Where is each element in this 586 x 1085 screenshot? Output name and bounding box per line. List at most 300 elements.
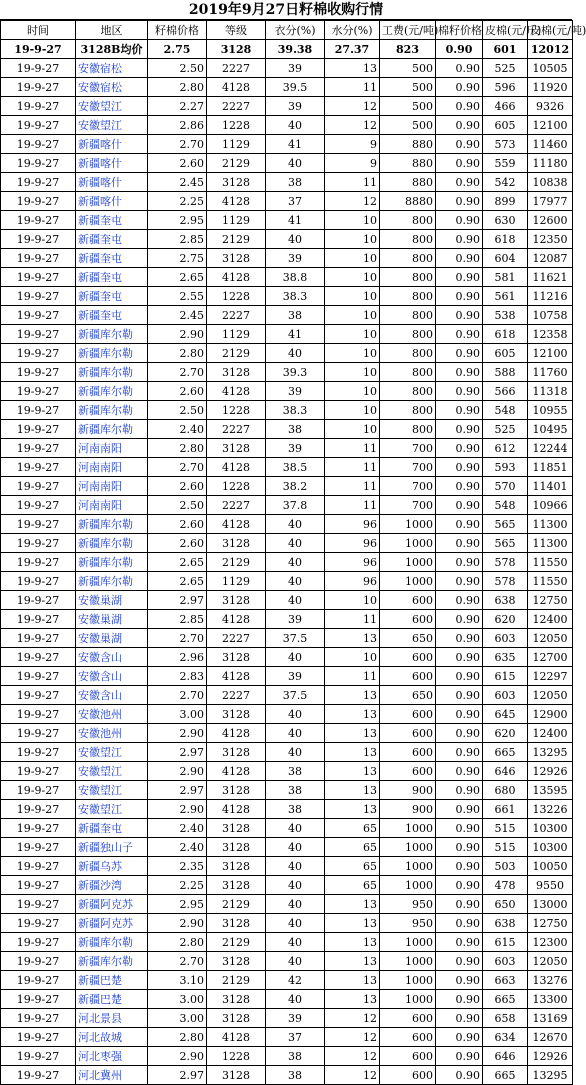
cell-seed-cotton-price: 2.83: [148, 667, 207, 686]
cell-lint-per-jin: 603: [483, 629, 528, 648]
table-row: [1, 325, 573, 344]
avg-cottonseed-price: 0.90: [436, 40, 483, 59]
cell-lint-per-jin: 612: [483, 439, 528, 458]
cell-lint-per-jin: 605: [483, 116, 528, 135]
cell-region: 新疆库尔勒: [76, 325, 148, 344]
cell-lint-per-ton: 13295: [528, 743, 573, 762]
cell-region: 新疆独山子: [76, 838, 148, 857]
cell-moisture: 12: [325, 116, 380, 135]
cell-cottonseed-price: 0.90: [436, 268, 483, 287]
cell-lint-percent: 40: [266, 515, 325, 534]
table-row: [1, 800, 573, 819]
cell-lint-percent: 40: [266, 591, 325, 610]
cell-region: 安徽望江: [76, 743, 148, 762]
cell-date: 19-9-27: [1, 705, 76, 724]
cell-region: 安徽宿松: [76, 59, 148, 78]
cell-processing-fee: 600: [380, 667, 436, 686]
cell-lint-percent: 39: [266, 610, 325, 629]
cell-lint-per-ton: 12300: [528, 933, 573, 952]
cell-date: 19-9-27: [1, 572, 76, 591]
header-lint-per-ton: 皮棉(元/吨): [528, 21, 573, 40]
cell-lint-percent: 38.8: [266, 268, 325, 287]
cell-lint-per-jin: 646: [483, 762, 528, 781]
cell-cottonseed-price: 0.90: [436, 192, 483, 211]
cell-grade: 1228: [207, 1047, 266, 1066]
cell-lint-per-jin: 680: [483, 781, 528, 800]
cell-seed-cotton-price: 2.65: [148, 553, 207, 572]
cell-lint-per-ton: 11851: [528, 458, 573, 477]
cell-cottonseed-price: 0.90: [436, 534, 483, 553]
cell-region: 新疆奎屯: [76, 249, 148, 268]
cell-cottonseed-price: 0.90: [436, 971, 483, 990]
cell-seed-cotton-price: 2.70: [148, 458, 207, 477]
cell-processing-fee: 500: [380, 97, 436, 116]
cell-grade: 4128: [207, 610, 266, 629]
cell-seed-cotton-price: 2.86: [148, 116, 207, 135]
avg-lint-per-jin: 601: [483, 40, 528, 59]
cell-lint-per-jin: 646: [483, 1047, 528, 1066]
table-row: [1, 268, 573, 287]
table-row: [1, 97, 573, 116]
cell-cottonseed-price: 0.90: [436, 306, 483, 325]
cell-cottonseed-price: 0.90: [436, 97, 483, 116]
cell-cottonseed-price: 0.90: [436, 78, 483, 97]
cell-seed-cotton-price: 2.65: [148, 268, 207, 287]
cell-lint-percent: 40: [266, 724, 325, 743]
cell-lint-percent: 39.3: [266, 363, 325, 382]
cell-grade: 3128: [207, 876, 266, 895]
cell-grade: 4128: [207, 1028, 266, 1047]
cell-lint-percent: 39: [266, 439, 325, 458]
cell-moisture: 12: [325, 97, 380, 116]
cell-cottonseed-price: 0.90: [436, 876, 483, 895]
cell-moisture: 96: [325, 553, 380, 572]
cell-lint-per-ton: 12100: [528, 116, 573, 135]
cell-cottonseed-price: 0.90: [436, 382, 483, 401]
cell-lint-percent: 41: [266, 211, 325, 230]
cell-seed-cotton-price: 3.10: [148, 971, 207, 990]
table-row: [1, 971, 573, 990]
cell-moisture: 9: [325, 135, 380, 154]
cell-seed-cotton-price: 2.60: [148, 477, 207, 496]
cell-date: 19-9-27: [1, 667, 76, 686]
cell-region: 安徽望江: [76, 781, 148, 800]
cell-lint-per-ton: 12050: [528, 952, 573, 971]
cell-lint-per-jin: 466: [483, 97, 528, 116]
cell-lint-percent: 40: [266, 553, 325, 572]
cell-lint-percent: 40: [266, 952, 325, 971]
cell-processing-fee: 880: [380, 135, 436, 154]
cell-grade: 1129: [207, 325, 266, 344]
cell-cottonseed-price: 0.90: [436, 781, 483, 800]
cell-moisture: 12: [325, 192, 380, 211]
cell-date: 19-9-27: [1, 78, 76, 97]
table-row: [1, 857, 573, 876]
cell-lint-per-jin: 515: [483, 838, 528, 857]
cell-grade: 3128: [207, 838, 266, 857]
avg-grade: 3128: [207, 40, 266, 59]
cell-processing-fee: 650: [380, 686, 436, 705]
cell-seed-cotton-price: 2.40: [148, 420, 207, 439]
cell-lint-per-ton: 12350: [528, 230, 573, 249]
cell-lint-percent: 38.5: [266, 458, 325, 477]
cell-seed-cotton-price: 2.96: [148, 648, 207, 667]
cell-seed-cotton-price: 2.60: [148, 382, 207, 401]
cell-date: 19-9-27: [1, 686, 76, 705]
cell-processing-fee: 880: [380, 154, 436, 173]
cell-lint-per-jin: 566: [483, 382, 528, 401]
cell-processing-fee: 800: [380, 363, 436, 382]
cell-lint-per-jin: 542: [483, 173, 528, 192]
cell-lint-per-ton: 13295: [528, 1066, 573, 1085]
cell-cottonseed-price: 0.90: [436, 458, 483, 477]
table-row: [1, 667, 573, 686]
cell-cottonseed-price: 0.90: [436, 1066, 483, 1085]
header-date: 时间: [1, 21, 76, 40]
table-row: [1, 59, 573, 78]
table-row: [1, 914, 573, 933]
cell-region: 安徽宿松: [76, 78, 148, 97]
cell-moisture: 65: [325, 876, 380, 895]
cell-moisture: 10: [325, 363, 380, 382]
cell-date: 19-9-27: [1, 762, 76, 781]
cell-moisture: 11: [325, 667, 380, 686]
table-row: [1, 705, 573, 724]
cell-cottonseed-price: 0.90: [436, 515, 483, 534]
table-row: [1, 610, 573, 629]
cell-lint-per-ton: 13595: [528, 781, 573, 800]
cell-seed-cotton-price: 2.85: [148, 230, 207, 249]
cell-date: 19-9-27: [1, 876, 76, 895]
table-row: [1, 192, 573, 211]
cell-lint-percent: 40: [266, 572, 325, 591]
cell-lint-per-jin: 603: [483, 686, 528, 705]
cell-date: 19-9-27: [1, 249, 76, 268]
table-row: [1, 686, 573, 705]
cell-processing-fee: 600: [380, 724, 436, 743]
cell-grade: 2129: [207, 230, 266, 249]
cell-region: 新疆喀什: [76, 192, 148, 211]
cell-cottonseed-price: 0.90: [436, 838, 483, 857]
cell-cottonseed-price: 0.90: [436, 363, 483, 382]
cell-region: 河南南阳: [76, 458, 148, 477]
table-row: [1, 553, 573, 572]
cell-processing-fee: 600: [380, 705, 436, 724]
cell-moisture: 10: [325, 211, 380, 230]
cell-cottonseed-price: 0.90: [436, 249, 483, 268]
cell-moisture: 13: [325, 933, 380, 952]
cell-lint-percent: 38.3: [266, 287, 325, 306]
cell-seed-cotton-price: 3.00: [148, 990, 207, 1009]
cell-seed-cotton-price: 2.97: [148, 743, 207, 762]
cell-lint-per-ton: 10838: [528, 173, 573, 192]
cell-region: 新疆乌苏: [76, 857, 148, 876]
cell-lint-per-ton: 12400: [528, 724, 573, 743]
cell-processing-fee: 700: [380, 458, 436, 477]
table-row: [1, 990, 573, 1009]
price-table: [0, 20, 586, 1085]
cell-seed-cotton-price: 2.70: [148, 952, 207, 971]
table-row: [1, 116, 573, 135]
cell-moisture: 13: [325, 952, 380, 971]
cell-date: 19-9-27: [1, 268, 76, 287]
cell-region: 新疆奎屯: [76, 230, 148, 249]
cell-seed-cotton-price: 2.90: [148, 762, 207, 781]
cell-lint-percent: 39.5: [266, 78, 325, 97]
cell-processing-fee: 600: [380, 648, 436, 667]
cell-moisture: 13: [325, 800, 380, 819]
cell-region: 河南南阳: [76, 477, 148, 496]
cell-seed-cotton-price: 2.90: [148, 325, 207, 344]
cell-region: 河北枣强: [76, 1047, 148, 1066]
cell-seed-cotton-price: 2.80: [148, 439, 207, 458]
cell-processing-fee: 800: [380, 249, 436, 268]
cell-date: 19-9-27: [1, 1066, 76, 1085]
cell-lint-per-jin: 565: [483, 515, 528, 534]
table-row: [1, 1047, 573, 1066]
cell-moisture: 13: [325, 781, 380, 800]
cell-seed-cotton-price: 2.60: [148, 515, 207, 534]
sheet-title: 2019年9月27日籽棉收购行情: [0, 0, 572, 20]
cell-seed-cotton-price: 2.40: [148, 838, 207, 857]
cell-grade: 3128: [207, 363, 266, 382]
cell-processing-fee: 600: [380, 1047, 436, 1066]
cell-lint-per-jin: 538: [483, 306, 528, 325]
cell-lint-per-jin: 658: [483, 1009, 528, 1028]
cell-region: 安徽巢湖: [76, 629, 148, 648]
cell-date: 19-9-27: [1, 401, 76, 420]
cell-date: 19-9-27: [1, 553, 76, 572]
cell-lint-percent: 40: [266, 230, 325, 249]
cell-date: 19-9-27: [1, 344, 76, 363]
cell-lint-per-jin: 565: [483, 534, 528, 553]
cell-region: 新疆奎屯: [76, 819, 148, 838]
table-row: [1, 1028, 573, 1047]
cell-cottonseed-price: 0.90: [436, 439, 483, 458]
cell-cottonseed-price: 0.90: [436, 857, 483, 876]
table-row: [1, 648, 573, 667]
table-row: [1, 344, 573, 363]
cell-region: 河南南阳: [76, 439, 148, 458]
cell-lint-per-ton: 11460: [528, 135, 573, 154]
cell-processing-fee: 950: [380, 895, 436, 914]
cell-cottonseed-price: 0.90: [436, 629, 483, 648]
table-row: [1, 173, 573, 192]
cell-grade: 4128: [207, 458, 266, 477]
table-row: [1, 838, 573, 857]
cell-lint-per-ton: 13300: [528, 990, 573, 1009]
cell-date: 19-9-27: [1, 59, 76, 78]
cell-lint-per-jin: 630: [483, 211, 528, 230]
cell-moisture: 13: [325, 59, 380, 78]
cell-processing-fee: 500: [380, 116, 436, 135]
cell-lint-per-ton: 11621: [528, 268, 573, 287]
cell-date: 19-9-27: [1, 211, 76, 230]
cell-cottonseed-price: 0.90: [436, 344, 483, 363]
cell-region: 河北景县: [76, 1009, 148, 1028]
cell-lint-percent: 37: [266, 1028, 325, 1047]
cell-moisture: 10: [325, 648, 380, 667]
table-row: [1, 154, 573, 173]
cell-cottonseed-price: 0.90: [436, 819, 483, 838]
avg-seed-cotton-price: 2.75: [148, 40, 207, 59]
cell-moisture: 10: [325, 306, 380, 325]
table-row: [1, 1009, 573, 1028]
cell-moisture: 11: [325, 173, 380, 192]
cell-seed-cotton-price: 2.25: [148, 192, 207, 211]
cell-region: 河北故城: [76, 1028, 148, 1047]
cell-grade: 2227: [207, 420, 266, 439]
cell-date: 19-9-27: [1, 458, 76, 477]
cell-lint-per-ton: 10505: [528, 59, 573, 78]
table-row: [1, 249, 573, 268]
cell-region: 河北冀州: [76, 1066, 148, 1085]
cell-moisture: 13: [325, 686, 380, 705]
cell-moisture: 11: [325, 477, 380, 496]
cell-moisture: 10: [325, 230, 380, 249]
cell-grade: 3128: [207, 249, 266, 268]
cell-grade: 4128: [207, 78, 266, 97]
cell-region: 新疆阿克苏: [76, 895, 148, 914]
cell-cottonseed-price: 0.90: [436, 572, 483, 591]
table-row: [1, 591, 573, 610]
cell-lint-per-ton: 11550: [528, 553, 573, 572]
cell-moisture: 10: [325, 325, 380, 344]
cell-cottonseed-price: 0.90: [436, 914, 483, 933]
cell-date: 19-9-27: [1, 325, 76, 344]
cell-processing-fee: 1000: [380, 819, 436, 838]
cell-grade: 4128: [207, 762, 266, 781]
cell-date: 19-9-27: [1, 287, 76, 306]
cell-lint-per-jin: 665: [483, 743, 528, 762]
cell-cottonseed-price: 0.90: [436, 591, 483, 610]
cell-moisture: 10: [325, 268, 380, 287]
cell-date: 19-9-27: [1, 724, 76, 743]
cell-grade: 3128: [207, 173, 266, 192]
cell-grade: 1129: [207, 572, 266, 591]
cell-date: 19-9-27: [1, 914, 76, 933]
cell-lint-per-jin: 561: [483, 287, 528, 306]
table-row: [1, 1066, 573, 1085]
cell-date: 19-9-27: [1, 952, 76, 971]
cell-processing-fee: 600: [380, 1028, 436, 1047]
cell-region: 新疆库尔勒: [76, 420, 148, 439]
cell-region: 河南南阳: [76, 496, 148, 515]
cell-processing-fee: 880: [380, 173, 436, 192]
cell-processing-fee: 950: [380, 914, 436, 933]
cell-grade: 3128: [207, 705, 266, 724]
cell-moisture: 11: [325, 439, 380, 458]
cell-grade: 4128: [207, 515, 266, 534]
cell-grade: 4128: [207, 382, 266, 401]
cell-moisture: 13: [325, 705, 380, 724]
cell-lint-per-ton: 12750: [528, 591, 573, 610]
cell-processing-fee: 900: [380, 781, 436, 800]
table-row: [1, 287, 573, 306]
cell-lint-percent: 37.5: [266, 629, 325, 648]
cell-moisture: 10: [325, 401, 380, 420]
cell-lint-percent: 40: [266, 154, 325, 173]
cell-seed-cotton-price: 2.80: [148, 78, 207, 97]
cell-seed-cotton-price: 2.50: [148, 401, 207, 420]
cell-lint-percent: 37.8: [266, 496, 325, 515]
cell-region: 新疆巴楚: [76, 990, 148, 1009]
cell-date: 19-9-27: [1, 1009, 76, 1028]
cell-lint-percent: 39: [266, 667, 325, 686]
cell-grade: 3128: [207, 1066, 266, 1085]
cell-region: 安徽巢湖: [76, 610, 148, 629]
cell-seed-cotton-price: 2.65: [148, 572, 207, 591]
cell-cottonseed-price: 0.90: [436, 610, 483, 629]
cell-lint-per-jin: 525: [483, 59, 528, 78]
cell-lint-per-ton: 11401: [528, 477, 573, 496]
cell-date: 19-9-27: [1, 382, 76, 401]
cell-moisture: 65: [325, 819, 380, 838]
cell-date: 19-9-27: [1, 1028, 76, 1047]
cell-lint-percent: 37.5: [266, 686, 325, 705]
cell-region: 安徽望江: [76, 97, 148, 116]
cell-moisture: 65: [325, 838, 380, 857]
cell-grade: 3128: [207, 857, 266, 876]
cell-lint-per-ton: 10300: [528, 838, 573, 857]
cell-cottonseed-price: 0.90: [436, 743, 483, 762]
table-row: [1, 819, 573, 838]
cell-grade: 4128: [207, 800, 266, 819]
cell-lint-per-ton: 12358: [528, 325, 573, 344]
cell-lint-percent: 40: [266, 743, 325, 762]
cell-lint-per-jin: 593: [483, 458, 528, 477]
cell-moisture: 12: [325, 1047, 380, 1066]
cell-region: 新疆巴楚: [76, 971, 148, 990]
cell-seed-cotton-price: 2.80: [148, 1028, 207, 1047]
cell-lint-percent: 40: [266, 534, 325, 553]
cell-lint-per-jin: 581: [483, 268, 528, 287]
cell-region: 新疆喀什: [76, 154, 148, 173]
cell-seed-cotton-price: 2.80: [148, 933, 207, 952]
cell-lint-per-ton: 12900: [528, 705, 573, 724]
cell-grade: 4128: [207, 268, 266, 287]
cell-lint-per-jin: 588: [483, 363, 528, 382]
cell-lint-per-ton: 9326: [528, 97, 573, 116]
cell-grade: 3128: [207, 781, 266, 800]
cell-cottonseed-price: 0.90: [436, 173, 483, 192]
cell-grade: 4128: [207, 667, 266, 686]
cell-seed-cotton-price: 2.97: [148, 591, 207, 610]
cell-moisture: 13: [325, 990, 380, 1009]
cell-seed-cotton-price: 2.80: [148, 344, 207, 363]
cell-cottonseed-price: 0.90: [436, 648, 483, 667]
cell-processing-fee: 800: [380, 306, 436, 325]
cell-seed-cotton-price: 2.25: [148, 876, 207, 895]
cell-lint-per-jin: 596: [483, 78, 528, 97]
cell-lint-per-jin: 515: [483, 819, 528, 838]
cell-seed-cotton-price: 2.70: [148, 629, 207, 648]
cell-seed-cotton-price: 2.95: [148, 211, 207, 230]
cell-date: 19-9-27: [1, 192, 76, 211]
cell-cottonseed-price: 0.90: [436, 1028, 483, 1047]
cell-moisture: 11: [325, 458, 380, 477]
cell-lint-per-jin: 638: [483, 914, 528, 933]
cell-seed-cotton-price: 2.50: [148, 59, 207, 78]
cell-lint-percent: 40: [266, 914, 325, 933]
cell-processing-fee: 1000: [380, 876, 436, 895]
cell-date: 19-9-27: [1, 135, 76, 154]
cell-processing-fee: 800: [380, 344, 436, 363]
cell-lint-per-jin: 559: [483, 154, 528, 173]
cell-processing-fee: 1000: [380, 515, 436, 534]
cell-lint-per-ton: 11760: [528, 363, 573, 382]
cell-region: 新疆库尔勒: [76, 534, 148, 553]
